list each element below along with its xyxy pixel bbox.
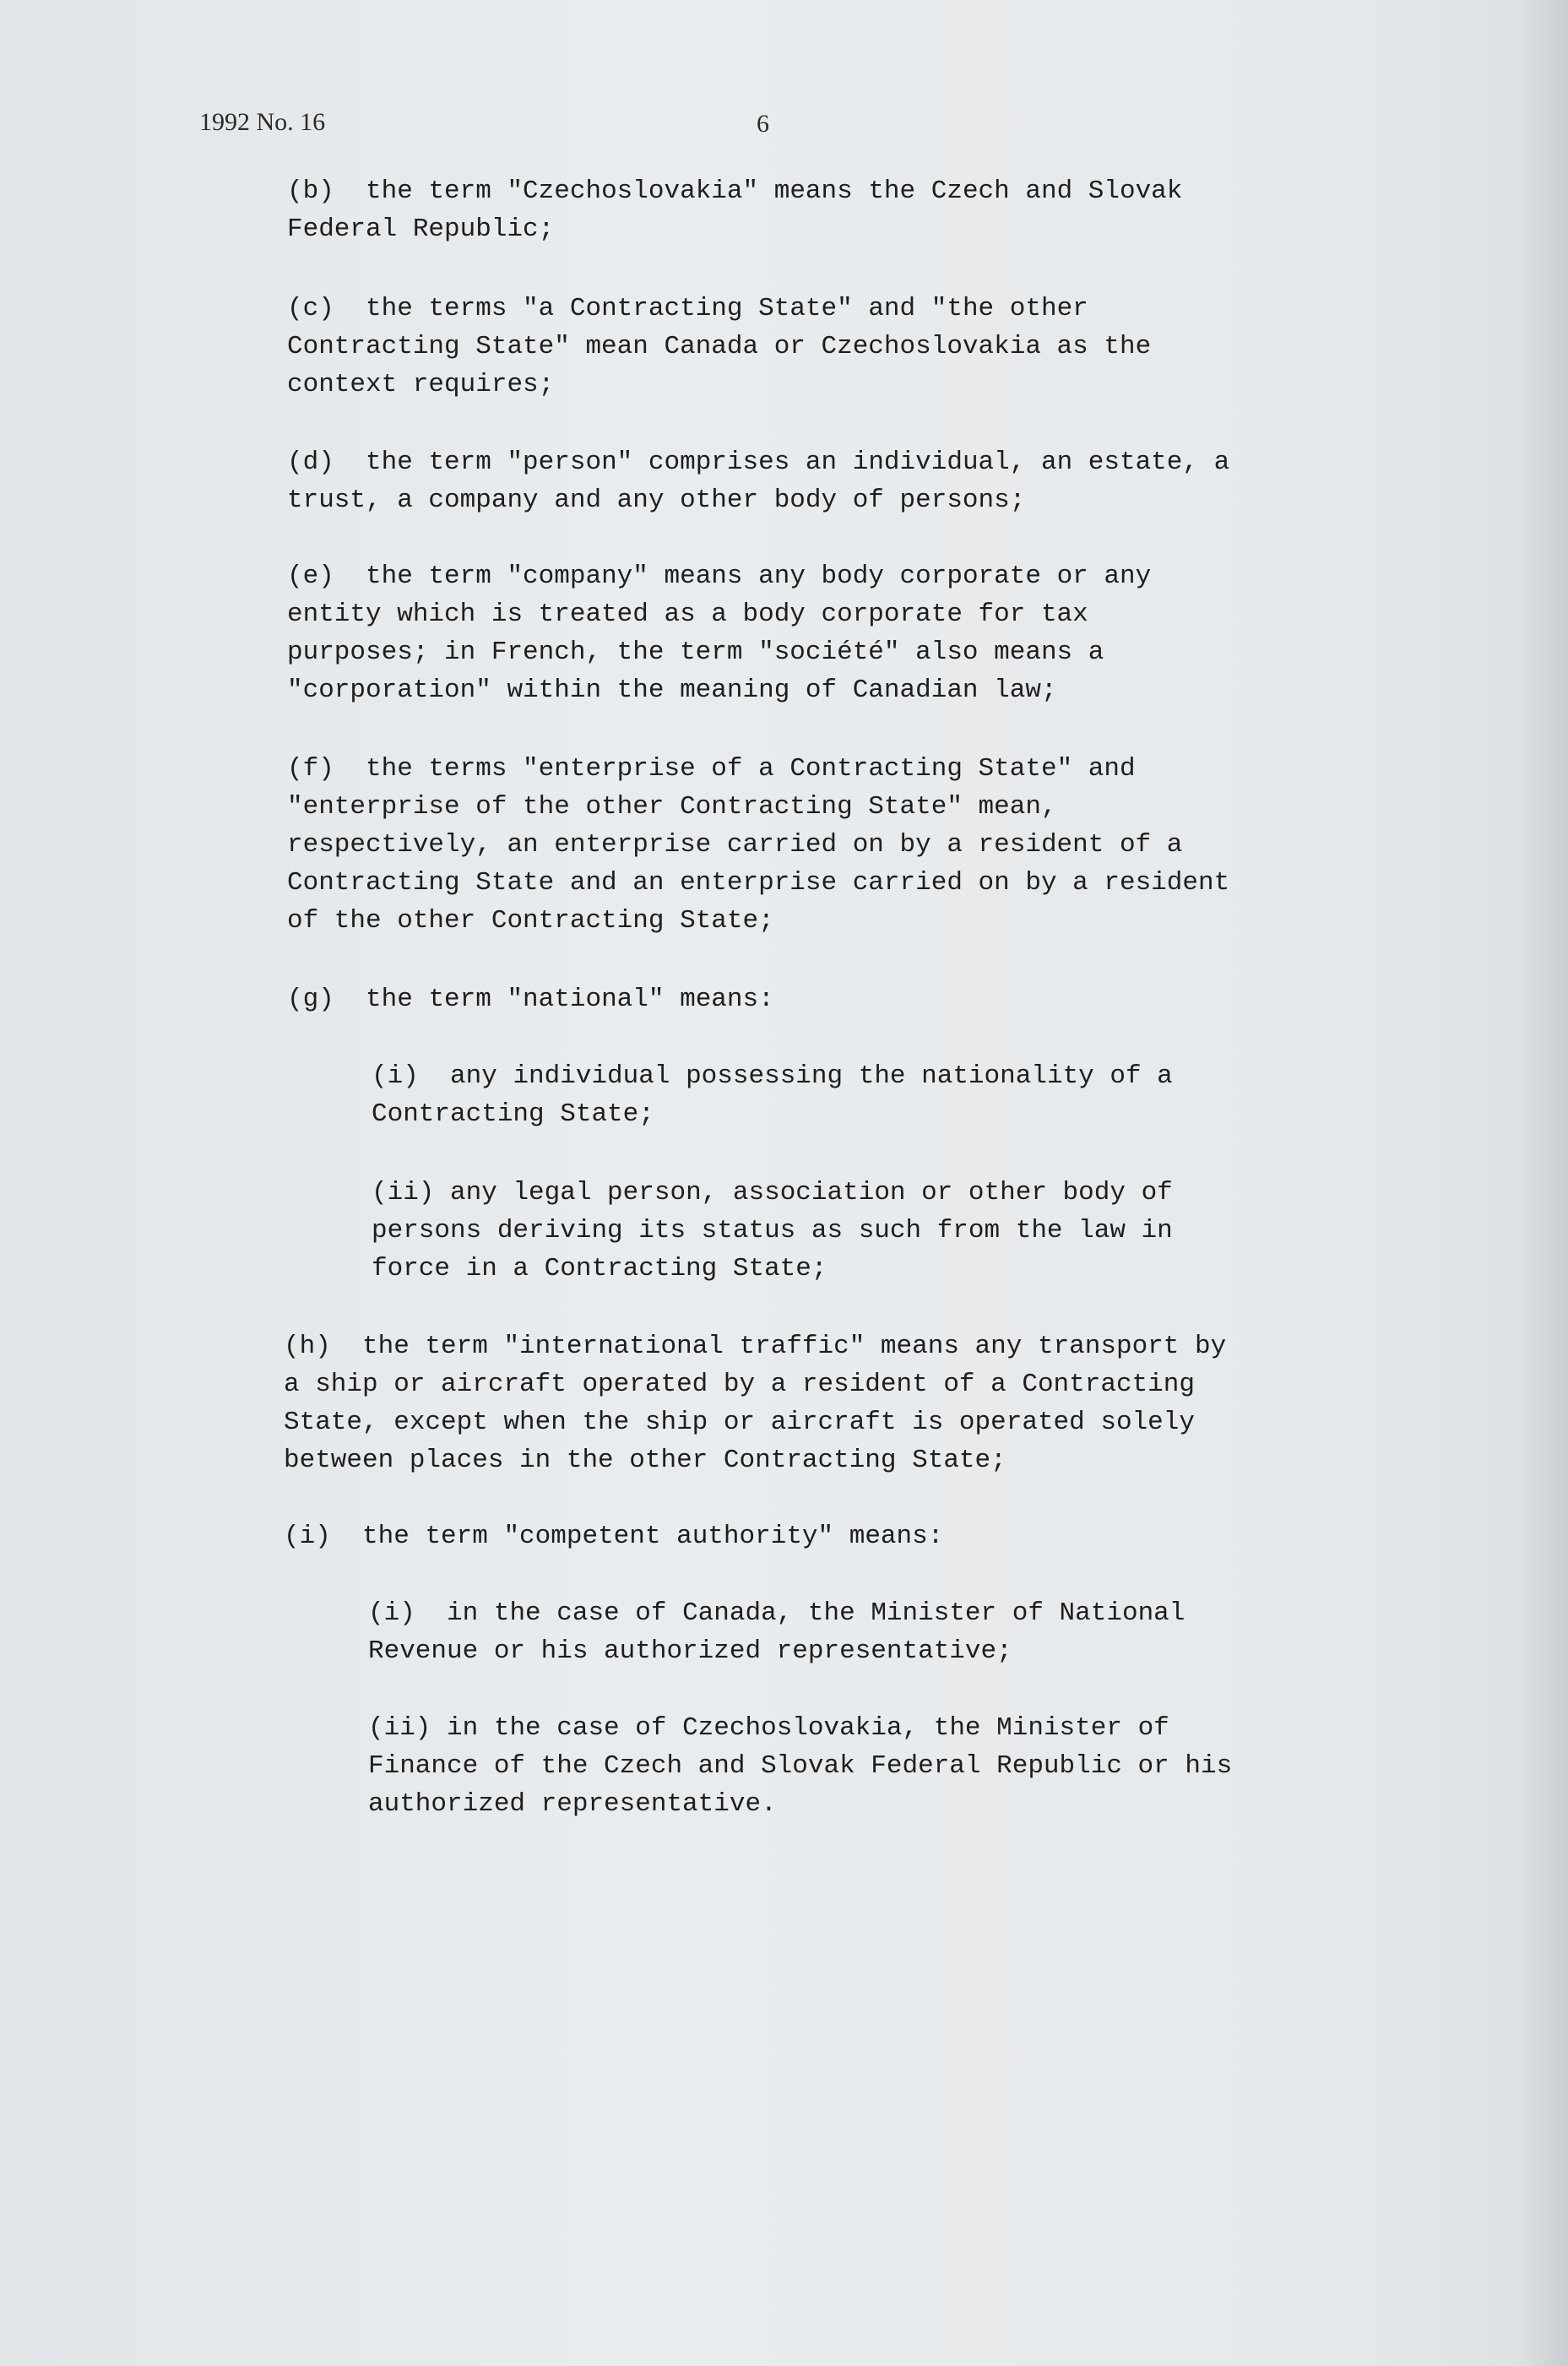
definition-line: the term "person" comprises an individual, an estate, a xyxy=(366,448,1230,477)
definition-line: Federal Republic; xyxy=(287,214,555,244)
definition-label: (h) xyxy=(284,1332,331,1361)
definition-label: (b) xyxy=(287,176,334,206)
definition-g xyxy=(287,980,774,1018)
definition-label: (i) xyxy=(284,1522,331,1551)
definition-line: "enterprise of the other Contracting State" mean, xyxy=(287,792,1057,822)
definition-line: the terms "a Contracting State" and "the other xyxy=(366,294,1088,323)
definition-line: in the case of Canada, the Minister of National xyxy=(447,1598,1185,1628)
definition-line: force in a Contracting State; xyxy=(372,1254,827,1283)
definition-label: (ii) xyxy=(368,1713,431,1743)
definition-c xyxy=(287,290,1151,404)
definition-line: "corporation" within the meaning of Canadian law; xyxy=(287,676,1057,705)
definition-i-i xyxy=(368,1594,1185,1670)
definition-d xyxy=(287,443,1229,519)
page-edge-shadow xyxy=(1517,0,1568,2366)
definition-label: (g) xyxy=(287,985,334,1014)
definition-line: the term "national" means: xyxy=(366,985,774,1014)
page-number: 6 xyxy=(757,110,769,138)
definition-line: entity which is treated as a body corporate for tax xyxy=(287,600,1088,629)
definition-b xyxy=(287,172,1182,248)
definition-line: any individual possessing the nationality of a xyxy=(450,1061,1173,1091)
definition-line: the term "Czechoslovakia" means the Czech and Slovak xyxy=(366,176,1183,206)
definition-line: State, except when the ship or aircraft is operated solely xyxy=(284,1408,1195,1437)
definition-label: (e) xyxy=(287,562,334,591)
definition-e xyxy=(287,557,1151,709)
definition-i xyxy=(284,1517,943,1555)
definition-line: of the other Contracting State; xyxy=(287,906,774,936)
definition-line: the term "company" means any body corporate or any xyxy=(366,562,1152,591)
definition-line: persons deriving its status as such from the law in xyxy=(372,1216,1173,1245)
definition-label: (i) xyxy=(372,1061,419,1091)
document-reference: 1992 No. 16 xyxy=(199,108,326,136)
definition-line: any legal person, association or other body of xyxy=(450,1178,1173,1207)
definition-line: Revenue or his authorized representative; xyxy=(368,1636,1012,1666)
definition-line: the term "competent authority" means: xyxy=(362,1522,944,1551)
definition-g-ii xyxy=(372,1174,1173,1288)
definition-f xyxy=(287,750,1229,940)
definition-line: authorized representative. xyxy=(368,1789,777,1819)
definition-line: a ship or aircraft operated by a resident of a Contracting xyxy=(284,1370,1195,1399)
definition-line: purposes; in French, the term "société" also means a xyxy=(287,638,1104,667)
definition-line: in the case of Czechoslovakia, the Minister of xyxy=(447,1713,1169,1743)
definition-line: Finance of the Czech and Slovak Federal Republic or his xyxy=(368,1751,1233,1781)
definition-label: (c) xyxy=(287,294,334,323)
definition-h xyxy=(284,1327,1226,1479)
definition-label: (ii) xyxy=(372,1178,435,1207)
definition-line: the terms "enterprise of a Contracting State" and xyxy=(366,754,1136,784)
definition-line: Contracting State; xyxy=(372,1099,654,1129)
definition-line: the term "international traffic" means any transport by xyxy=(362,1332,1227,1361)
definition-label: (f) xyxy=(287,754,334,784)
definition-label: (i) xyxy=(368,1598,415,1628)
definition-label: (d) xyxy=(287,448,334,477)
definition-line: respectively, an enterprise carried on by a resident of a xyxy=(287,830,1183,860)
definition-line: Contracting State" mean Canada or Czechoslovakia as the xyxy=(287,332,1152,361)
definition-line: trust, a company and any other body of persons; xyxy=(287,486,1026,515)
definition-g-i xyxy=(372,1057,1173,1133)
definition-i-ii xyxy=(368,1709,1232,1823)
definition-line: Contracting State and an enterprise carried on by a resident xyxy=(287,868,1230,898)
definition-line: between places in the other Contracting State; xyxy=(284,1446,1006,1475)
definition-line: context requires; xyxy=(287,370,555,399)
